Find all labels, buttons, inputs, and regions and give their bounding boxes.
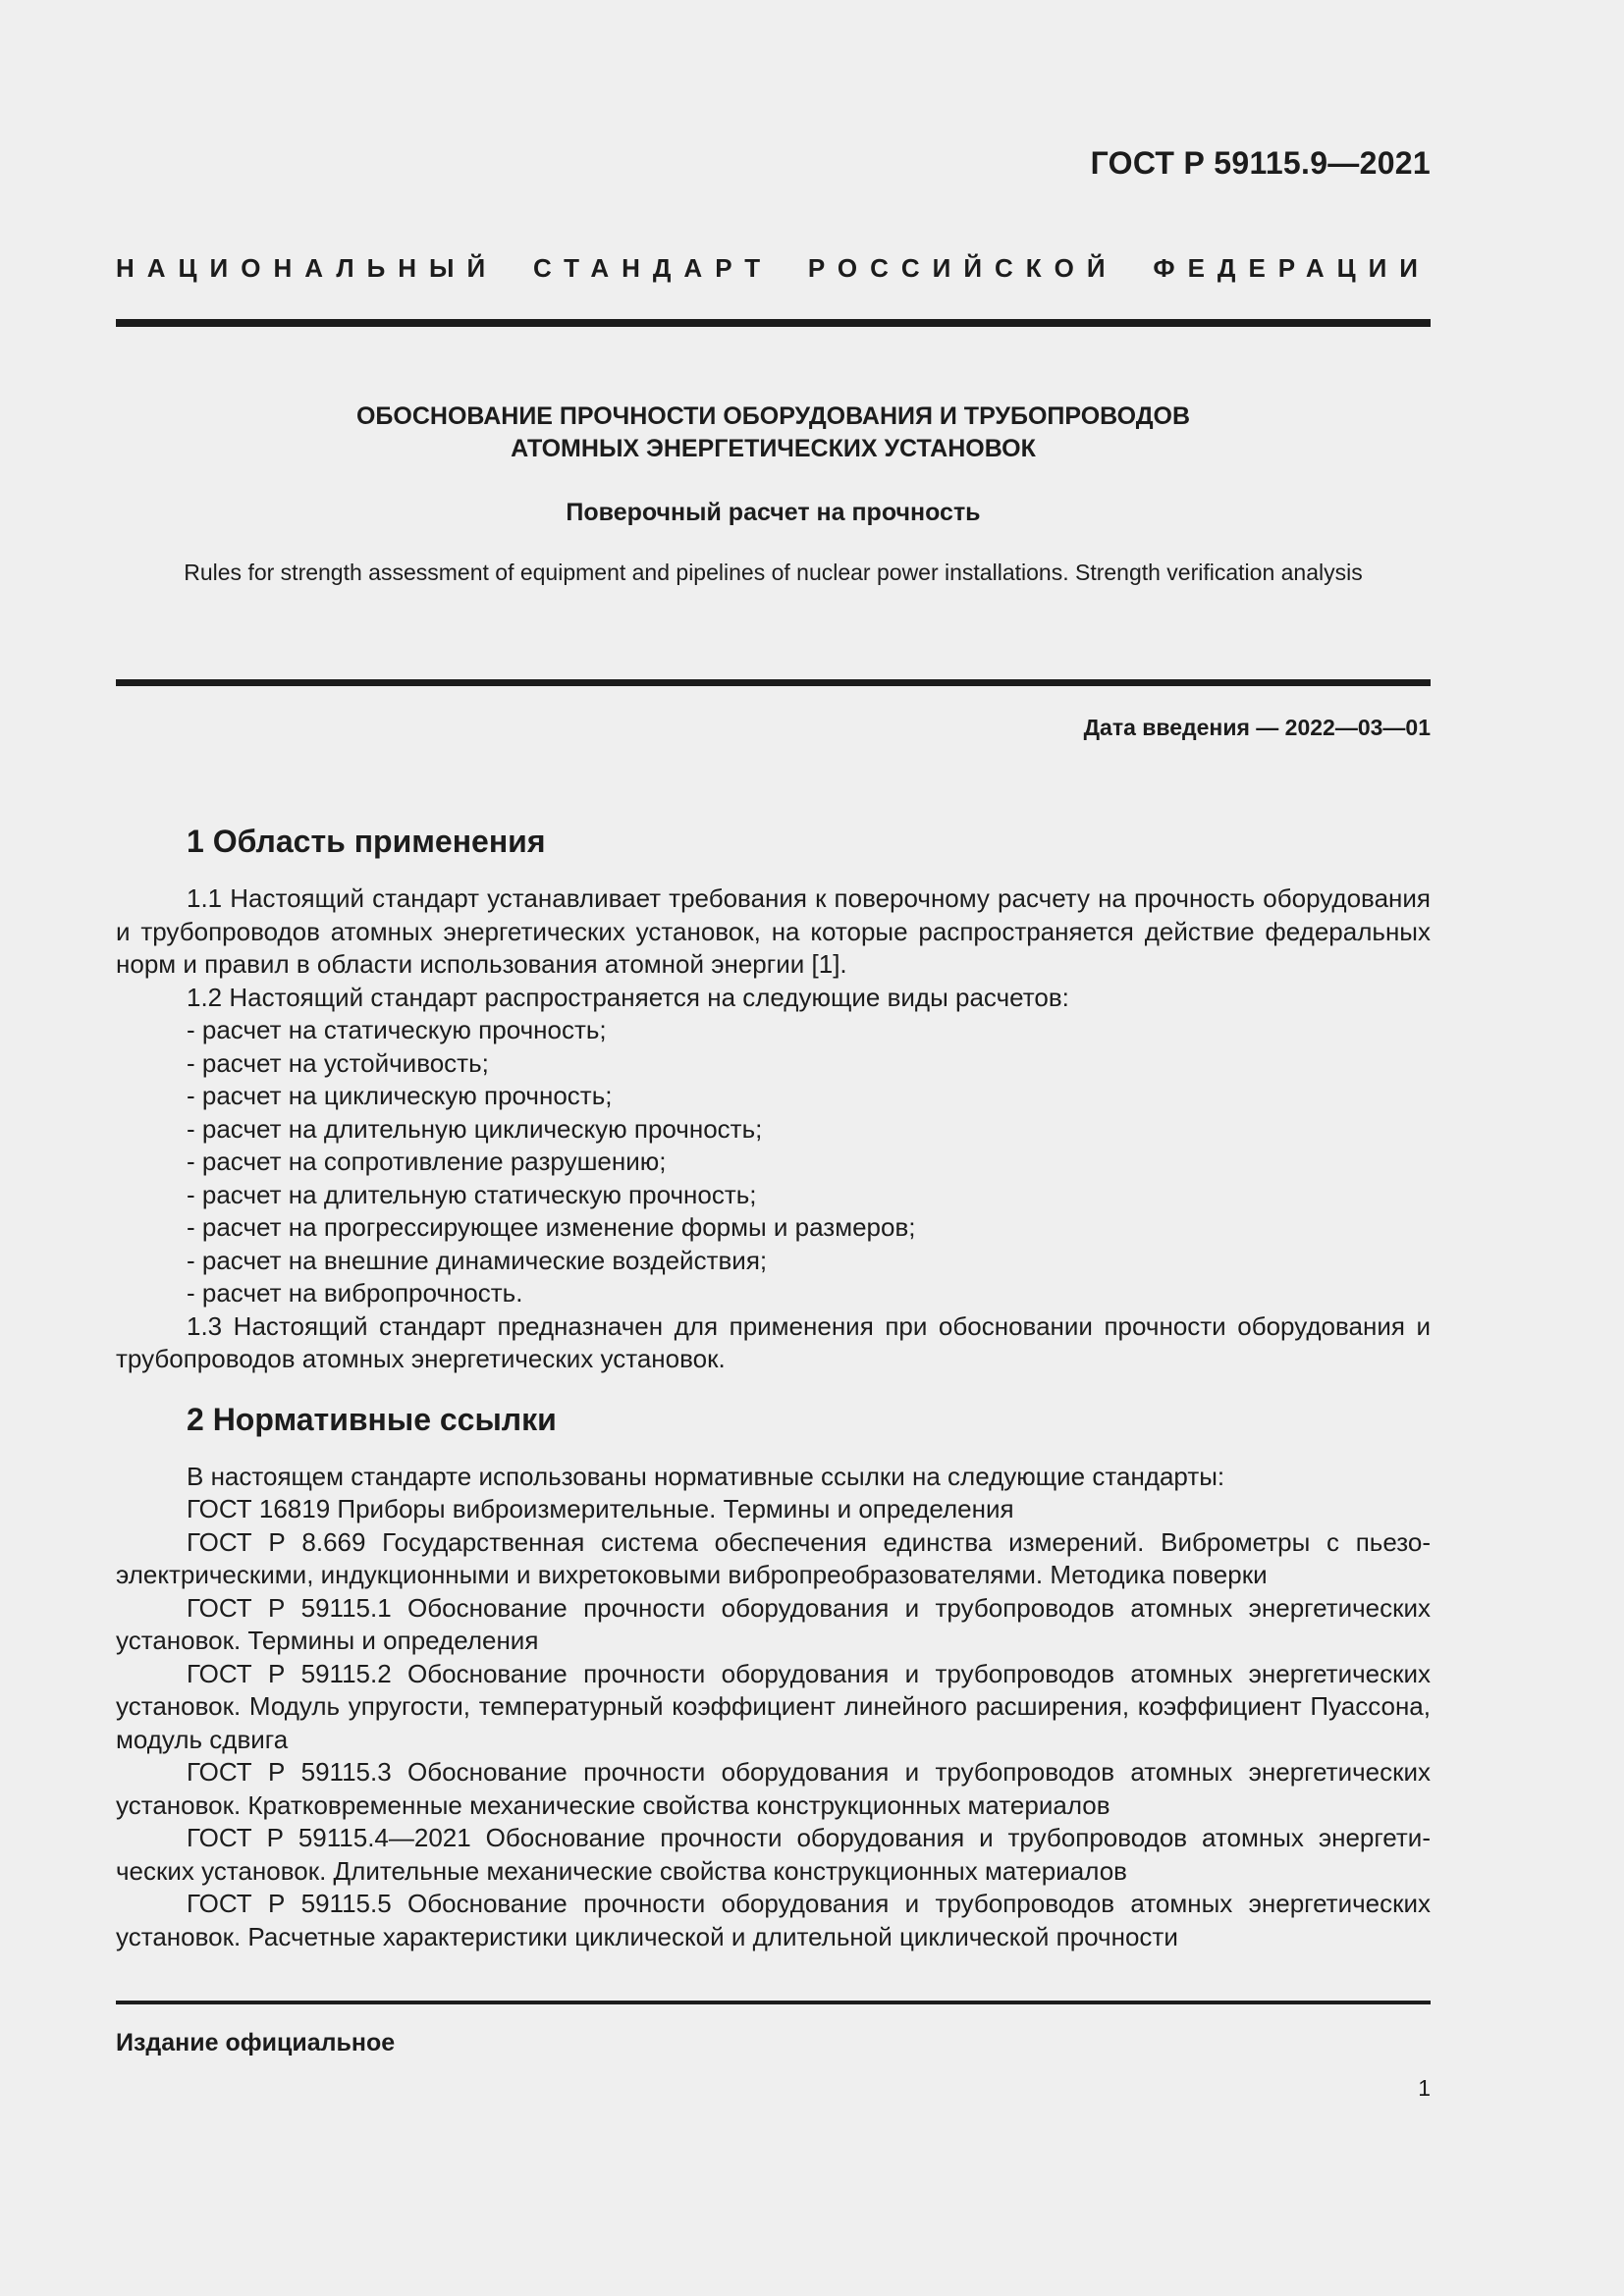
paragraph-1-2: 1.2 Настоящий стандарт распространяется на следующие виды расчетов: xyxy=(187,982,1069,1012)
introduction-date: Дата введения — 2022—03—01 xyxy=(1083,715,1431,740)
list-item: - расчет на вибропрочность. xyxy=(187,1278,523,1308)
section-2-heading: 2 Нормативные ссылки xyxy=(187,1401,557,1437)
document-subtitle: Поверочный расчет на прочность xyxy=(566,499,981,526)
list-item: - расчет на прогрессирующее изменение формы и размеров; xyxy=(187,1212,916,1242)
normative-reference: ГОСТ Р 59115.3 Обоснование прочности оборудования и трубопроводов атомных энергетических установок. Кратковременные механические свойства конструкционных материалов xyxy=(116,1757,1431,1820)
edition-label: Издание официальное xyxy=(116,2029,396,2056)
normative-reference: ГОСТ Р 8.669 Государственная система обеспечения единства измерений. Виброметры с пьезоэлектрическими, индукционными и вихретоковыми вибропреобразователями. Методика поверки xyxy=(116,1526,1431,1589)
paragraph-1-3: 1.3 Настоящий стандарт предназначен для применения при обосновании прочности оборудования и трубопроводов атомных энергетических установок. xyxy=(116,1310,1431,1373)
footer-divider xyxy=(116,2001,1431,2004)
normative-reference: ГОСТ Р 59115.4—2021 Обоснование прочности оборудования и трубопроводов атомных энергетических установок. Длительные механические свойства конструкционных материалов xyxy=(116,1823,1431,1886)
title-line-1: ОБОСНОВАНИЕ ПРОЧНОСТИ ОБОРУДОВАНИЯ И ТРУБОПРОВОДОВ xyxy=(355,402,1191,430)
national-standard-banner: НАЦИОНАЛЬНЫЙ СТАНДАРТ РОССИЙСКОЙ ФЕДЕРАЦИИ xyxy=(116,253,1431,283)
document-title xyxy=(116,400,1431,465)
list-item: - расчет на внешние динамические воздействия; xyxy=(187,1245,768,1275)
paragraph-1-1: 1.1 Настоящий стандарт устанавливает требования к поверочному расчету на прочность оборудования и трубопроводов атомных энергетических установок, на которые распространяется действие федеральных норм и правил в области использования атомной энергии [1]. xyxy=(116,883,1431,979)
list-item: - расчет на устойчивость; xyxy=(187,1047,489,1078)
title-divider xyxy=(116,679,1431,686)
list-item: - расчет на статическую прочность; xyxy=(187,1015,607,1044)
top-divider xyxy=(116,319,1431,327)
normative-reference: ГОСТ Р 59115.1 Обоснование прочности оборудования и трубопроводов атомных энергетических установок. Термины и определения xyxy=(116,1592,1431,1655)
section-1-heading: 1 Область применения xyxy=(187,824,546,859)
document-body xyxy=(116,820,1431,1953)
title-line-2: АТОМНЫХ ЭНЕРГЕТИЧЕСКИХ УСТАНОВОК xyxy=(511,435,1036,462)
normative-reference: ГОСТ Р 59115.2 Обоснование прочности оборудования и трубопроводов атомных энергетических установок. Модуль упругости, температурный коэффициент линейного расширения, коэффициент Пуассона, модуль сдвига xyxy=(116,1658,1431,1754)
english-title: Rules for strength assessment of equipment and pipelines of nuclear power installations. Strength verification analysis xyxy=(184,560,1363,585)
list-item: - расчет на сопротивление разрушению; xyxy=(187,1147,667,1176)
page-number: 1 xyxy=(1418,2075,1431,2101)
standard-number: ГОСТ Р 59115.9—2021 xyxy=(1090,145,1431,181)
list-item: - расчет на длительную циклическую прочность; xyxy=(187,1113,763,1144)
paragraph-2-intro: В настоящем стандарте использованы нормативные ссылки на следующие стандарты: xyxy=(187,1461,1225,1491)
list-item: - расчет на циклическую прочность; xyxy=(187,1081,613,1110)
normative-reference: ГОСТ Р 59115.5 Обоснование прочности оборудования и трубопроводов атомных энергетических установок. Расчетные характеристики циклической и длительной циклической прочности xyxy=(116,1889,1431,1951)
list-item: - расчет на длительную статическую прочность; xyxy=(187,1179,757,1209)
normative-reference: ГОСТ 16819 Приборы виброизмерительные. Термины и определения xyxy=(187,1494,1014,1523)
